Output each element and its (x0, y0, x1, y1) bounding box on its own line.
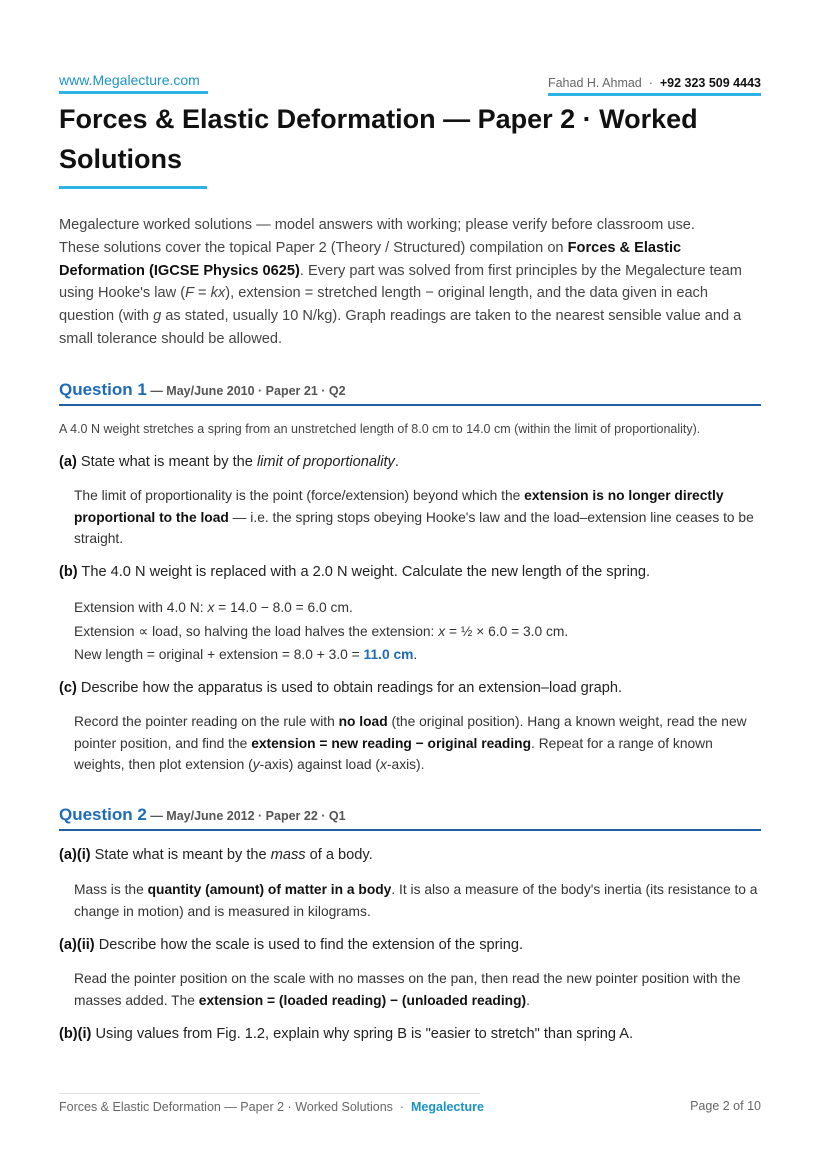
intro-paragraph (59, 214, 761, 351)
answer-text: (the original position). Hang a known weight, read the new pointer position, and find the (74, 714, 747, 751)
answer-text: The limit of proportionality is the point (force/extension) beyond which the (74, 488, 525, 503)
answer (74, 879, 762, 922)
answer-text: = ½ × 6.0 = 3.0 cm. (445, 623, 569, 639)
part-text: State what is meant by the (90, 847, 271, 863)
intro-text: ), extension = stretched length − original length, and the data given in each question (with (59, 285, 708, 325)
phone-number: +92 323 509 4443 (659, 76, 761, 90)
part-label: (a)(i) (59, 847, 91, 863)
intro-var: F (185, 285, 194, 302)
question-title: Question 2 (59, 805, 147, 824)
answer-var: x (207, 600, 215, 615)
intro-var: g (153, 308, 162, 325)
separator: · (648, 76, 653, 90)
part-label: (a) (59, 454, 77, 470)
answer-var: x (380, 757, 387, 772)
part-text: The 4.0 N weight is replaced with a 2.0 N weight. Calculate the new length of the spring. (77, 564, 651, 580)
question-meta: — May/June 2010 · Paper 21 · Q2 (146, 384, 346, 398)
answer-key-point: no load (338, 714, 388, 729)
part-text: Using values from Fig. 1.2, explain why spring B is "easier to stretch" than spring A. (91, 1026, 634, 1042)
question-meta: — May/June 2012 · Paper 22 · Q1 (146, 809, 346, 823)
footer-doc-title: Forces & Elastic Deformation — Paper 2 · Worked Solutions (59, 1100, 393, 1114)
answer-text: . Repeat for a range of known weights, then plot extension ( (74, 735, 713, 772)
answer-text: Mass is the (74, 882, 148, 897)
question-stem: A 4.0 N weight stretches a spring from an unstretched length of 8.0 cm to 14.0 cm (within the limit of proportionality). (59, 422, 701, 436)
part-text: Describe how the scale is used to find the extension of the spring. (94, 937, 523, 953)
intro-text: These solutions cover the topical Paper 2 (Theory / Structured) compilation on (59, 239, 568, 256)
intro-text: as stated, usually 10 N/kg). Graph readings are taken to the nearest sensible value and a small tolerance should be allowed. (59, 308, 742, 347)
answer-var: y (252, 757, 260, 772)
answer-text: — i.e. the spring stops obeying Hooke's law and the load–extension line ceases to be straight. (74, 509, 754, 546)
part-label: (c) (59, 680, 77, 696)
part-text: . (394, 454, 399, 470)
question-part (59, 680, 761, 696)
answer-text: Record the pointer reading on the rule with (74, 714, 339, 729)
question-part (59, 937, 761, 953)
question-part (59, 1026, 761, 1042)
separator: · (399, 1100, 405, 1114)
author-name: Fahad H. Ahmad (547, 76, 642, 90)
part-text: Describe how the apparatus is used to obtain readings for an extension–load graph. (76, 680, 623, 696)
part-text: of a body. (305, 847, 373, 863)
part-label: (a)(ii) (59, 937, 95, 953)
final-answer: 11.0 cm (363, 647, 414, 662)
answer-text: New length = original + extension = 8.0 + 3.0 = (74, 647, 364, 662)
footer-divider (59, 1093, 480, 1094)
answer-text: . It is also a measure of the body's inertia (its resistance to a change in motion) and is measured in kilograms. (74, 882, 758, 919)
answer-key-point: quantity (amount) of matter in a body (147, 882, 392, 897)
intro-line1: Megalecture worked solutions — model answers with working; please verify before classroom use. (59, 217, 695, 233)
answer (74, 485, 762, 550)
answer-text: = 14.0 − 8.0 = 6.0 cm. (214, 600, 353, 615)
answer-text: -axis) against load ( (259, 757, 381, 772)
question-heading (59, 805, 761, 831)
page-title: Forces & Elastic Deformation — Paper 2 · Worked Solutions (59, 104, 698, 174)
part-text-em: mass (270, 847, 306, 863)
part-text: State what is meant by the (76, 454, 257, 470)
question-part (59, 847, 761, 863)
answer (74, 711, 762, 776)
intro-text: . Every part was solved from first principles by the Megalecture team using Hooke's law ( (59, 262, 742, 302)
answer-key-point: extension = (loaded reading) − (unloaded reading) (198, 992, 527, 1008)
site-link[interactable]: www.Megalecture.com (59, 72, 208, 94)
footer-left (59, 1100, 484, 1114)
part-label: (b) (59, 564, 78, 580)
intro-var: kx (210, 285, 226, 302)
question-part (59, 564, 761, 580)
answer (74, 596, 762, 667)
part-label: (b)(i) (59, 1026, 92, 1042)
contact-info (548, 76, 761, 96)
question-title: Question 1 (59, 380, 147, 399)
intro-topic: Forces & Elastic Deformation (IGCSE Physics 0625) (59, 239, 682, 279)
answer-text: . (526, 992, 530, 1008)
page-header (59, 70, 761, 100)
intro-text: = (194, 285, 211, 302)
answer-text: . (413, 647, 418, 662)
answer-key-point: extension is no longer directly proportional to the load (74, 488, 724, 525)
footer-brand: Megalecture (411, 1100, 484, 1114)
question-heading (59, 380, 761, 406)
answer-text: Extension with 4.0 N: (74, 600, 208, 615)
answer-text: Read the pointer position on the scale with no masses on the pan, then read the new pointer position with the masses added. The (74, 971, 741, 1008)
answer (74, 968, 762, 1011)
answer-var: x (438, 623, 446, 639)
answer-text: -axis). (386, 757, 425, 772)
question-part (59, 454, 761, 470)
answer-text: Extension ∝ load, so halving the load halves the extension: (74, 623, 439, 639)
title-underline (59, 186, 207, 189)
page-number: Page 2 of 10 (690, 1099, 761, 1113)
answer-key-point: extension = new reading − original reading (251, 735, 532, 751)
part-text-em: limit of proportionality (256, 454, 395, 470)
